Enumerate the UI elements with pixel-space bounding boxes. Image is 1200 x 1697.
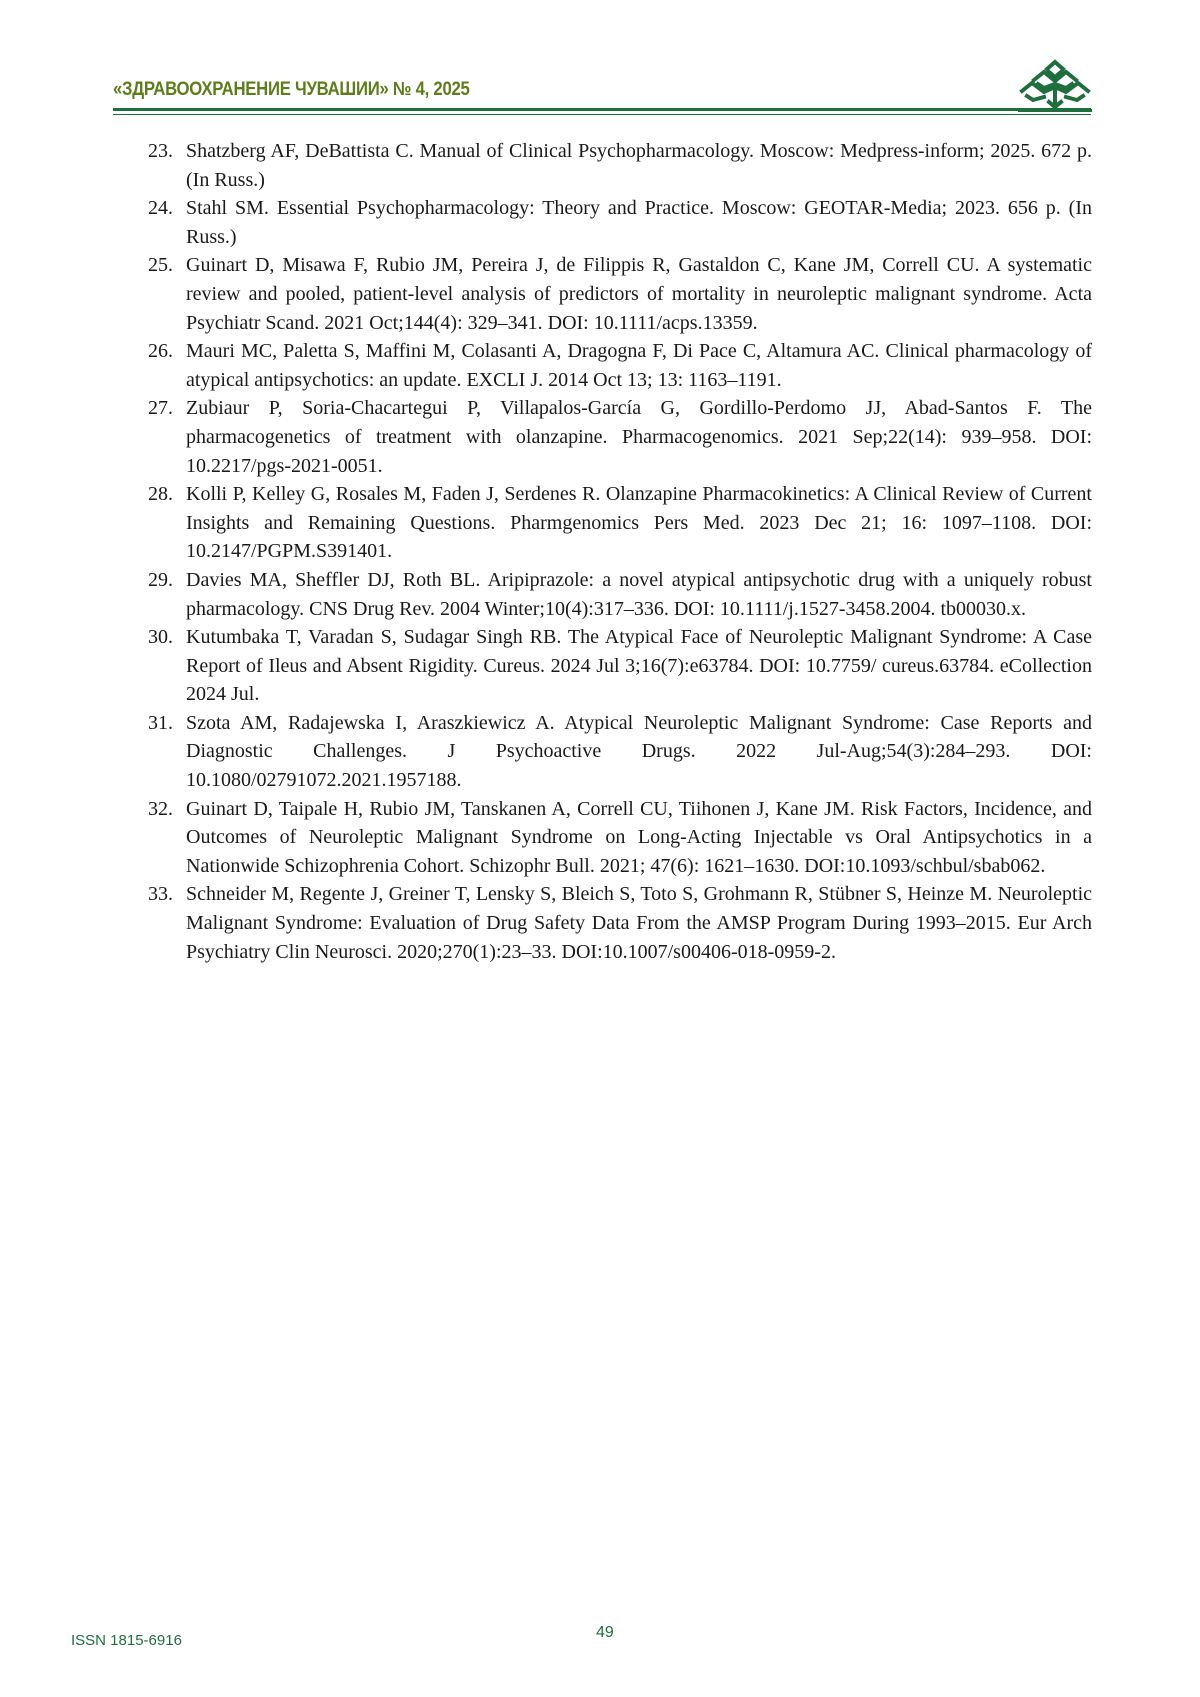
reference-number: 31. xyxy=(148,711,173,734)
page-number: 49 xyxy=(596,1624,614,1641)
issn-label: ISSN 1815-6916 xyxy=(71,1632,182,1649)
reference-item xyxy=(148,137,1092,194)
reference-number: 26. xyxy=(148,340,173,363)
reference-number: 30. xyxy=(148,626,173,649)
reference-item xyxy=(148,337,1092,394)
reference-item xyxy=(148,709,1092,795)
reference-text: Shatzberg AF, DeBattista C. Manual of Clinical Psychopharmacology. Moscow: Medpress-inform; 2025. 672 p. (In Russ.) xyxy=(186,140,1092,191)
reference-text: Guinart D, Taipale H, Rubio JM, Tanskanen A, Correll CU, Tiihonen J, Kane JM. Risk Factors, Incidence, and Outcomes of Neuroleptic Malignant Syndrome on Long-Acting Injectable vs Oral Antipsychotics in a Nationwide Schizophrenia Cohort. Schizophr Bull. 2021; 47(6): 1621–1630. DOI:10.1093/schbul/sbab062. xyxy=(186,797,1092,877)
reference-number: 23. xyxy=(148,140,173,162)
reference-text: Zubiaur P, Soria-Chacartegui P, Villapalos-García G, Gordillo-Perdomo JJ, Abad-Santos F. The pharmacogenetics of treatment with olanzapine. Pharmacogenomics. 2021 Sep;22(14): 939–958. DOI: 10.2217/pgs-2021-0051. xyxy=(186,397,1092,477)
reference-item xyxy=(148,194,1092,251)
reference-number: 25. xyxy=(148,254,173,277)
reference-list xyxy=(148,137,1092,966)
header-rule-thin xyxy=(113,114,1091,115)
reference-item xyxy=(148,251,1092,337)
reference-text: Kolli P, Kelley G, Rosales M, Faden J, Serdenes R. Olanzapine Pharmacokinetics: A Clinical Review of Current Insights and Remaining Questions. Pharmgenomics Pers Med. 2023 Dec 21; 16: 1097–1108. DOI: 10.2147/PGPM.S391401. xyxy=(186,483,1092,563)
reference-item xyxy=(148,795,1092,881)
reference-text: Davies MA, Sheffler DJ, Roth BL. Aripiprazole: a novel atypical antipsychotic drug with a uniquely robust pharmacology. CNS Drug Rev. 2004 Winter;10(4):317–336. DOI: 10.1111/j.1527-3458.2004. tb00030.x. xyxy=(186,568,1092,620)
reference-item xyxy=(148,394,1092,480)
reference-number: 29. xyxy=(148,568,173,591)
reference-text: Stahl SM. Essential Psychopharmacology: Theory and Practice. Moscow: GEOTAR-Media; 2023. 656 p. (In Russ.) xyxy=(186,197,1092,248)
reference-item xyxy=(148,623,1092,709)
reference-number: 32. xyxy=(148,797,173,820)
reference-text: Schneider M, Regente J, Greiner T, Lensky S, Bleich S, Toto S, Grohmann R, Stübner S, Heinze M. Neuroleptic Malignant Syndrome: Evaluation of Drug Safety Data From the AMSP Program During 1993–2015. Eur Arch Psychiatry Clin Neurosci. 2020;270(1):23–33. DOI:10.1007/s00406-018-0959-2. xyxy=(186,883,1092,963)
reference-number: 28. xyxy=(148,483,173,506)
chuvash-tree-emblem-icon xyxy=(1018,57,1092,115)
reference-text: Szota AM, Radajewska I, Araszkiewicz A. Atypical Neuroleptic Malignant Syndrome: Case Reports and Diagnostic Challenges. J Psychoactive Drugs. 2022 Jul-Aug;54(3):284–293. DOI: 10.1080/02791072.2021.1957188. xyxy=(186,711,1092,792)
reference-number: 24. xyxy=(148,197,173,220)
reference-item xyxy=(148,880,1092,966)
reference-text: Mauri MC, Paletta S, Maffini M, Colasanti A, Dragogna F, Di Pace C, Altamura AC. Clinical pharmacology of atypical antipsychotics: an update. EXCLI J. 2014 Oct 13; 13: 1163–1191. xyxy=(186,340,1092,391)
reference-item xyxy=(148,480,1092,566)
reference-text: Guinart D, Misawa F, Rubio JM, Pereira J, de Filippis R, Gastaldon C, Kane JM, Correll CU. A systematic review and pooled, patient-level analysis of predictors of mortality in neuroleptic malignant syndrome. Acta Psychiatr Scand. 2021 Oct;144(4): 329–341. DOI: 10.1111/acps.13359. xyxy=(186,254,1092,334)
reference-item xyxy=(148,566,1092,623)
reference-text: Kutumbaka T, Varadan S, Sudagar Singh RB. The Atypical Face of Neuroleptic Malignant Syndrome: A Case Report of Ileus and Absent Rigidity. Cureus. 2024 Jul 3;16(7):e63784. DOI: 10.7759/ cureus.63784. eCollection 2024 Jul. xyxy=(186,626,1092,706)
journal-header-title: «ЗДРАВООХРАНЕНИЕ ЧУВАШИИ» № 4, 2025 xyxy=(113,79,470,100)
header-rule xyxy=(113,108,1091,111)
reference-number: 33. xyxy=(148,883,173,906)
reference-number: 27. xyxy=(148,397,173,420)
